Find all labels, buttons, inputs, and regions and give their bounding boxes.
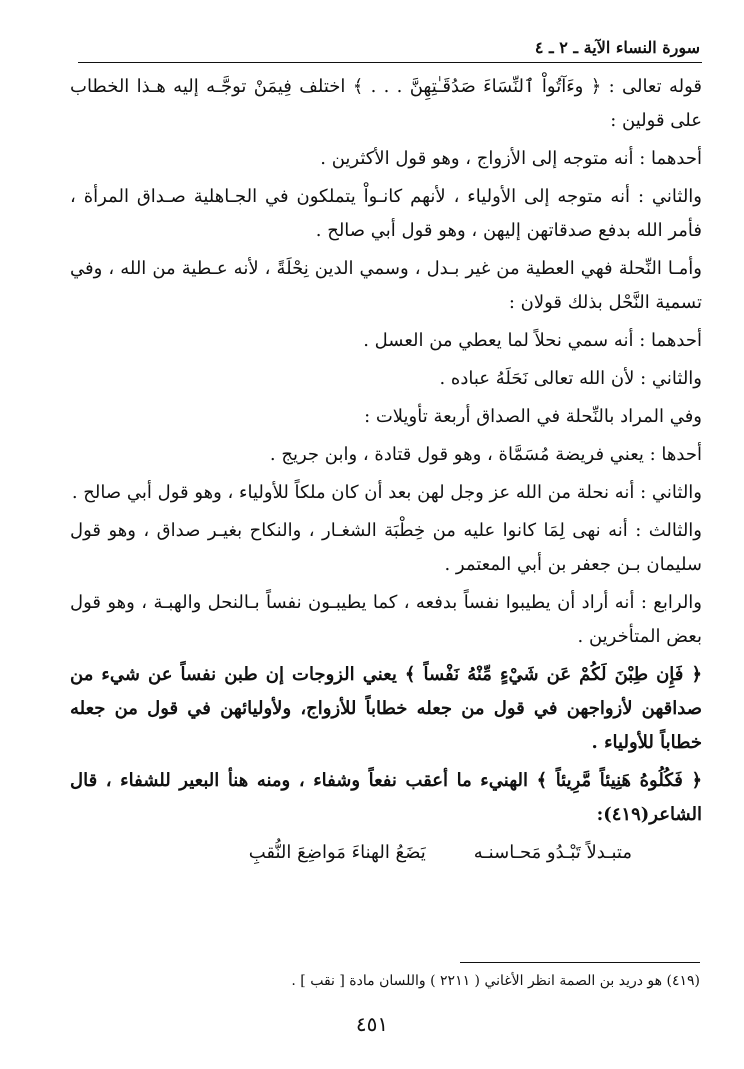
header-divider xyxy=(78,62,702,63)
paragraph-nahl-second: والثاني : لأن الله تعالى نَحَلَهُ عباده . xyxy=(439,368,702,389)
page-body xyxy=(70,70,702,870)
paragraph-verse-kuluhu: ﴿ فَكُلُوهُ هَنِيئاً مَّرِيئاً ﴾ الهنيء ما أعقب نفعاً وشفاء ، ومنه هنأ البعير للشفاء ، قال الشاعر(٤١٩): xyxy=(70,770,702,825)
footnote-divider xyxy=(460,962,700,963)
footnote: (٤١٩) هو دريد بن الصمة انظر الأغاني ( ٢٢١١ ) واللسان مادة [ نقب ] . xyxy=(291,973,700,989)
paragraph-interpretation-2: والثاني : أنه نحلة من الله عز وجل لهن بعد أن كان ملكاً للأولياء ، وهو قول أبي صالح . xyxy=(71,482,702,503)
paragraph-intro: قوله تعالى : ﴿ وءَآتُواْ ٱلنِّسَاءَ صَدُقَـٰتِهِنَّ . . . ﴾ اختلف فِيمَنْ توجَّـه إليه هـذا الخطاب على قولين : xyxy=(70,76,702,131)
paragraph-interpretation-1: أحدها : يعني فريضة مُسَمَّاة ، وهو قول قتادة ، وابن جريج . xyxy=(269,444,702,465)
paragraph-verse-tibna: ﴿ فَإِن طِبْنَ لَكُمْ عَن شَيْءٍ مِّنْهُ نَفْساً ﴾ يعني الزوجات إن طبن نفساً عن شيء من صداقهن لأزواجهن في قول من جعله خطاباً للأزواج، ولأوليائهن في قول من جعله خطاباً للأولياء . xyxy=(70,664,702,753)
poem-right-hemistich: متبـدلاً تَبْـدُو مَحـاسنـه xyxy=(473,842,632,863)
paragraph-nahl-first: أحدهما : أنه سمي نحلاً لما يعطي من العسل . xyxy=(363,330,702,351)
poem-verse xyxy=(70,836,702,870)
paragraph-second-opinion: والثاني : أنه متوجه إلى الأولياء ، لأنهم كانـواْ يتملكون في الجـاهلية صـداق المرأة ، فأمر الله بدفع صدقاتهن إليهن ، وهو قول أبي صالح . xyxy=(70,186,702,241)
poem-left-hemistich: يَضَعُ الهناءَ مَواضِعَ النُّقبِ xyxy=(248,842,426,863)
paragraph-interpretation-3: والثالث : أنه نهى لِمَا كانوا عليه من خِطْبَة الشغـار ، والنكاح بغيـر صداق ، وهو قول سليمان بـن جعفر بن أبي المعتمر . xyxy=(70,520,702,575)
paragraph-interpretation-4: والرابع : أنه أراد أن يطيبوا نفساً بدفعه ، كما يطيبـون نفساً بـالنحل والهبـة ، وهو قول بعض المتأخرين . xyxy=(70,592,702,647)
paragraph-nihla-definition: وأمـا النِّحلة فهي العطية من غير بـدل ، وسمي الدين نِحْلَةً ، لأنه عـطية من الله ، وفي تسمية النَّحْل بذلك قولان : xyxy=(70,258,702,313)
paragraph-four-interpretations: وفي المراد بالنِّحلة في الصداق أربعة تأويلات : xyxy=(364,406,702,427)
paragraph-first-opinion: أحدهما : أنه متوجه إلى الأزواج ، وهو قول الأكثرين . xyxy=(320,148,702,169)
running-header: سورة النساء الآية ـ ٢ ـ ٤ xyxy=(534,38,700,57)
page-number: ٤٥١ xyxy=(355,1012,389,1036)
